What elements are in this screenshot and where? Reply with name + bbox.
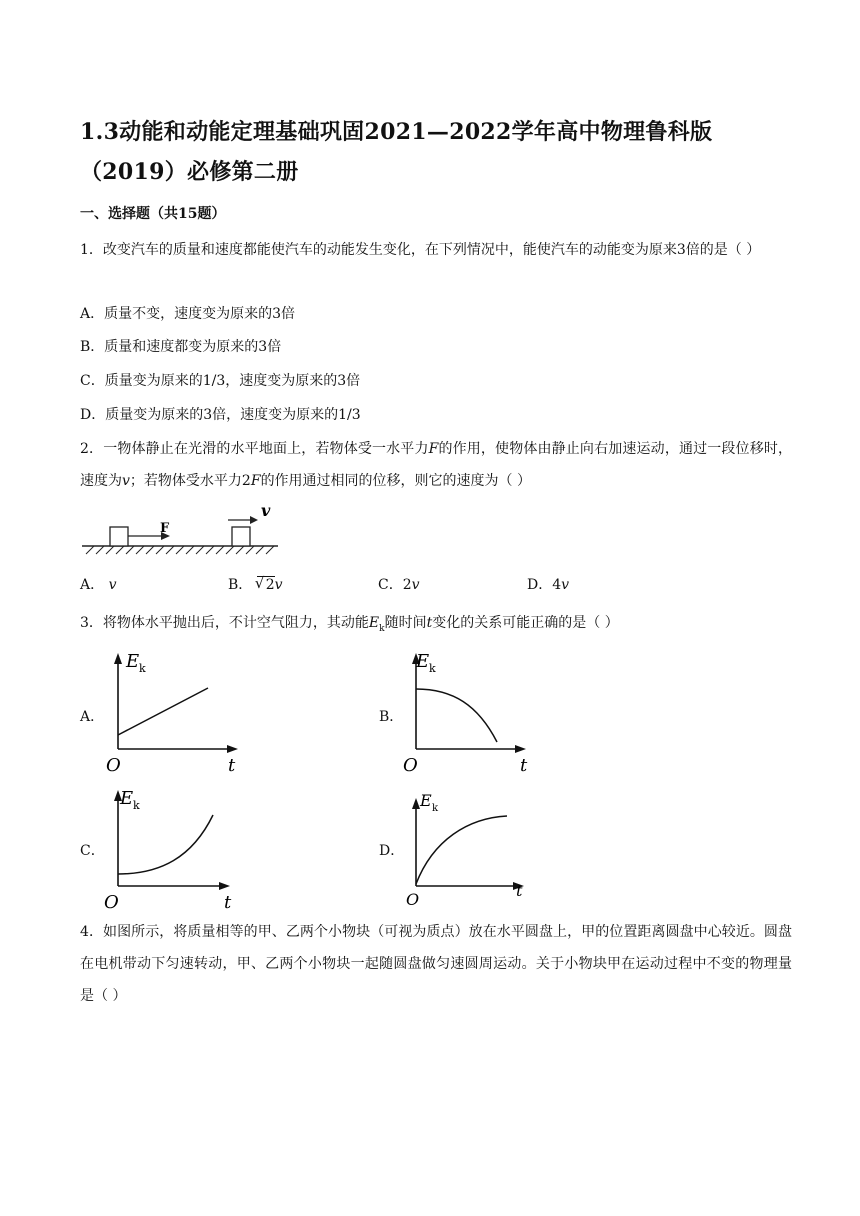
y-axis-label-sub: k [139,662,146,675]
origin-label: O [406,890,420,909]
x-axis-arrowhead [515,745,526,753]
q2-option-c-var: v [411,577,420,593]
ek-curve [416,816,507,884]
q3-stem-energy-sub: k [379,623,385,634]
y-axis-arrowhead [114,653,122,664]
question-4-stem: 4．如图所示，将质量相等的甲、乙两个小物块（可视为质点）放在水平圆盘上，甲的位置距离圆盘中心较近。圆盘在电机带动下匀速转动，甲、乙两个小物块一起随圆盘做匀速圆周运动。关于小物块甲在运动过程中不变的物理量是（ ） [80,924,792,1004]
ground-hatching [86,546,274,554]
q2-option-b-var: v [274,577,283,593]
q2-stem-text-3: ；若物体受水平力2 [129,473,251,489]
x-axis-label: t [520,755,528,775]
block-initial [110,527,128,546]
q2-option-c-prefix: C． [378,577,403,593]
x-axis-label: t [228,755,236,775]
question-2-stem [80,433,792,497]
q3-stem-text-3: 变化的关系可能正确的是（ ） [432,615,619,631]
question-1-stem: 1．改变汽车的质量和速度都能使汽车的动能发生变化，在下列情况中，能使汽车的动能变为原来3倍的是（ ） [80,242,761,258]
block-final [232,527,250,546]
q3-graph-b [398,645,568,775]
q1-option-a: A．质量不变，速度变为原来的3倍 [80,306,296,322]
y-axis-label-sub: k [429,662,436,675]
q1-option-c: C．质量变为原来的1/3，速度变为原来的3倍 [80,373,361,389]
q3-graph-c [100,782,270,912]
q2-option-a-value: v [108,577,117,593]
sqrt-radical [254,574,275,593]
q3-option-c-label: C． [80,843,105,859]
y-axis-label-sub: k [133,799,140,812]
origin-label: O [104,892,119,912]
q2-block-figure [80,500,280,560]
q2-option-d-var: v [561,577,570,593]
q2-option-c [378,574,420,594]
q3-graph-a [100,645,270,775]
y-axis-label: E [126,651,140,672]
q2-stem-text-4: 的作用通过相同的位移，则它的速度为（ ） [260,473,532,489]
x-axis-arrowhead [219,882,230,890]
q3-stem-text-1: 3．将物体水平抛出后，不计空气阻力，其动能 [80,615,369,631]
q2-option-a-prefix: A． [80,577,105,593]
q2-option-b [228,574,283,594]
q1-option-b: B．质量和速度都变为原来的3倍 [80,339,282,355]
y-axis-label: E [420,791,432,810]
velocity-label: v [261,501,271,520]
q2-stem-force-var: F [428,441,439,457]
origin-label: O [106,755,121,775]
q3-option-a-label: A． [80,709,105,725]
y-axis-arrowhead [412,798,420,809]
q2-option-b-prefix: B． [228,577,253,593]
q2-stem-text-1: 2．一物体静止在光滑的水平地面上，若物体受一水平力 [80,441,429,457]
ek-curve [118,688,208,735]
q3-stem-energy-var: E [368,615,380,631]
q1-option-d: D．质量变为原来的3倍，速度变为原来的1/3 [80,407,361,423]
origin-label: O [403,755,418,775]
q2-stem-text-2: 的作用，使物体由静止向右加速运动，通过一段位移时，速度为 [80,441,792,489]
q2-stem-force-var-2: F [250,473,261,489]
q2-option-d-coef: 4 [552,577,562,593]
x-axis-arrowhead [227,745,238,753]
x-axis-label: t [516,881,523,900]
ek-curve [118,815,213,874]
velocity-arrowhead [250,516,258,524]
section-heading: 一、选择题（共15题） [80,206,226,222]
question-3-stem [80,613,619,639]
q2-option-a [80,574,117,594]
y-axis-label-sub: k [432,803,439,814]
q3-option-d-label: D． [379,843,405,859]
y-axis-label: E [416,651,430,672]
q3-stem-time-var: t [426,615,433,631]
q2-option-d-prefix: D． [527,577,553,593]
q3-stem-text-2: 随时间 [384,615,427,631]
q3-graph-d [398,782,568,912]
sqrt-sign-icon: √ [254,574,265,592]
y-axis-label: E [120,788,134,809]
q2-option-d [527,574,569,594]
q2-option-c-coef: 2 [402,577,412,593]
x-axis-label: t [224,892,232,912]
ek-curve [416,689,497,742]
document-title: 1.3动能和动能定理基础巩固2021—2022学年高中物理鲁科版（2019）必修第二册 [80,119,713,185]
q3-option-b-label: B． [379,709,404,725]
q2-option-b-radicand: 2 [265,577,275,593]
q2-stem-velocity-var: v [122,473,130,489]
force-label: F [160,521,170,536]
